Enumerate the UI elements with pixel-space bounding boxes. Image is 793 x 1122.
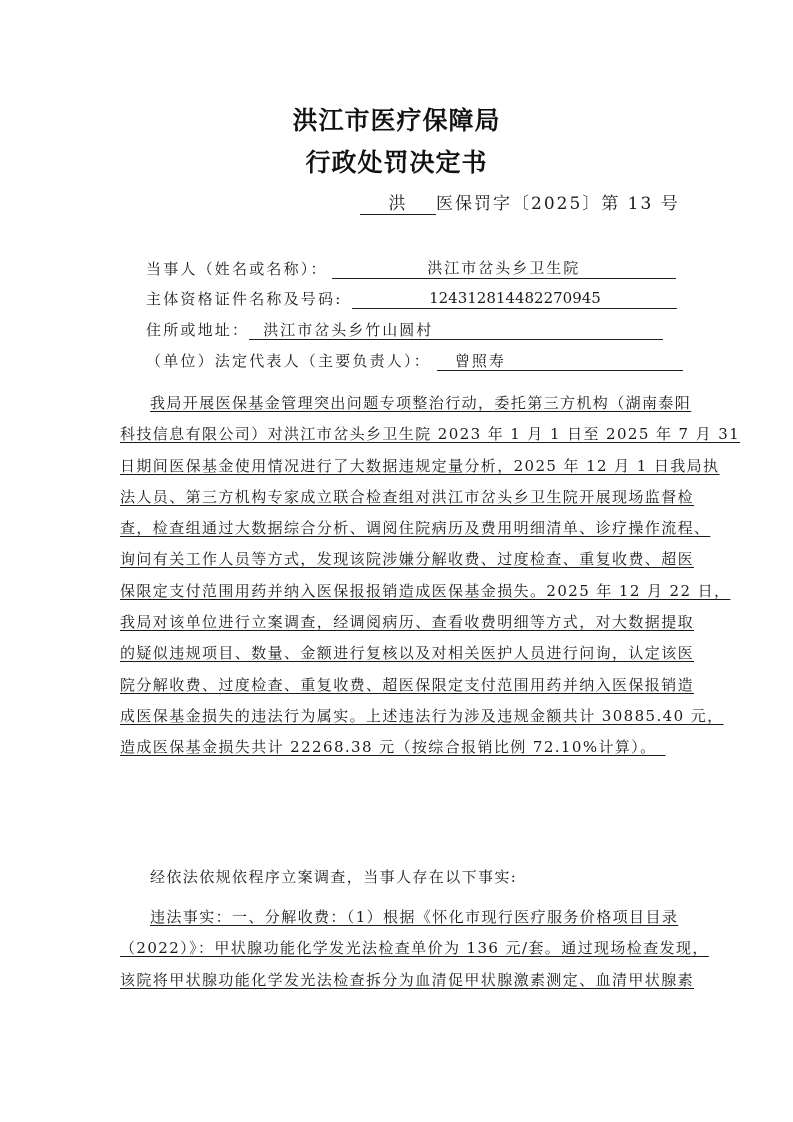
paragraph-line: （2022）》：甲状腺功能化学发光法检查单价为 136 元/套。通过现场检查发现， <box>120 939 709 958</box>
paragraph-line: 保限定支付范围用药并纳入医保报报销造成医保基金损失。2025 年 12 月 22 日， <box>120 581 731 600</box>
paragraph-line: 我局对该单位进行立案调查，经调阅病历、查看收费明细等方式，对大数据提取 <box>120 613 695 632</box>
party-cert-value: 124312814482270945 <box>352 289 677 309</box>
paragraph-line: 经依法依规依程序立案调查，当事人存在以下事实: <box>150 868 518 886</box>
paragraph-line: 成医保基金损失的违法行为属实。上述违法行为涉及违规金额共计 30885.40 元， <box>120 706 724 725</box>
facts-intro-paragraph <box>120 862 684 893</box>
party-cert-label: 主体资格证件名称及号码: <box>146 290 343 308</box>
party-cert-field <box>146 287 677 309</box>
investigation-paragraph <box>120 388 741 764</box>
paragraph-line: 我局开展医保基金管理突出问题专项整治行动，委托第三方机构（湖南泰阳 <box>150 394 692 412</box>
agency-title: 洪江市医疗保障局 <box>292 106 501 135</box>
document-type-title: 行政处罚决定书 <box>305 148 488 177</box>
paragraph-line: 询问有关工作人员等方式，发现该院涉嫌分解收费、过度检查、重复收费、超医 <box>120 550 695 569</box>
paragraph-line: 造成医保基金损失共计 22268.38 元（按综合报销比例 72.10%计算）。 <box>120 738 650 757</box>
party-name-value: 洪江市岔头乡卫生院 <box>332 259 676 279</box>
paragraph-line: 违法事实：一、分解收费：（1）根据《怀化市现行医疗服务价格项目目录 <box>150 908 679 926</box>
paragraph-line: 法人员、第三方机构专家成立联合检查组对洪江市岔头乡卫生院开展现场监督检 <box>120 487 695 506</box>
party-name-field <box>146 257 676 279</box>
party-representative-field <box>146 349 683 371</box>
document-number-prefix: 洪 <box>360 194 436 215</box>
paragraph-line: 科技信息有限公司）对洪江市岔头乡卫生院 2023 年 1 月 1 日至 2025 年 7 月 31 <box>120 425 741 444</box>
party-address-value: 洪江市岔头乡竹山圆村 <box>249 321 663 340</box>
paragraph-line: 院分解收费、过度检查、重复收费、超医保限定支付范围用药并纳入医保报销造 <box>120 675 695 694</box>
document-number-text: 医保罚字〔2025〕第 13 号 <box>436 194 680 214</box>
party-address-label: 住所或地址： <box>146 321 250 339</box>
document-number <box>360 189 680 215</box>
party-representative-value: 曾照寿 <box>437 352 683 371</box>
paragraph-line: 该院将甲状腺功能化学发光法检查拆分为血清促甲状腺激素测定、血清甲状腺素 <box>120 970 695 989</box>
paragraph-line: 日期间医保基金使用情况进行了大数据违规定量分析，2025 年 12 月 1 日我局执 <box>120 456 720 475</box>
party-name-label: 当事人（姓名或名称）： <box>146 260 328 278</box>
paragraph-line: 查，检查组通过大数据综合分析、调阅住院病历及费用明细清单、诊疗操作流程、 <box>120 519 711 538</box>
party-address-field <box>146 318 663 340</box>
violation-facts-paragraph <box>120 902 709 996</box>
party-representative-label: （单位）法定代表人（主要负责人）： <box>146 352 431 370</box>
paragraph-line: 的疑似违规项目、数量、金额进行复核以及对相关医护人员进行问询，认定该医 <box>120 644 695 663</box>
